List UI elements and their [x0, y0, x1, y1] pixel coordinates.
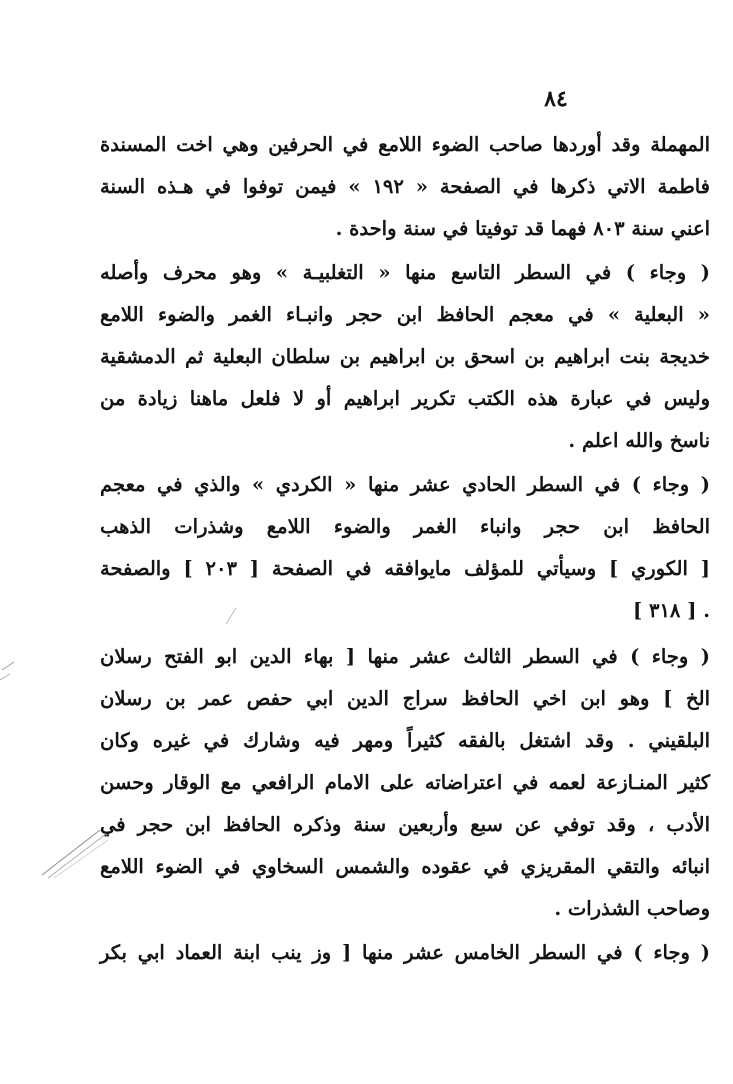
page-number: ٨٤	[544, 86, 568, 112]
text-line-6: خديجة بنت ابراهيم بن اسحق بن ابراهيم بن سلطان البعلية ثم الدمشقية	[100, 345, 710, 368]
text-line-9: ( وجاء ) في السطر الحادي عشر منها « الكردي » والذي في معجم	[100, 473, 710, 496]
text-line-20: ( وجاء ) في السطر الخامس عشر منها [ وز ينب ابنة العماد ابي بكر	[100, 941, 710, 964]
text-line-1: المهملة وقد أوردها صاحب الضوء اللامع في الحرفين وهي اخت المسندة	[100, 133, 710, 156]
text-line-18: انبائه والتقي المقريزي في عقوده والشمس السخاوي في الضوء اللامع	[100, 855, 710, 878]
text-line-2: فاطمة الاتي ذكرها في الصفحة « ١٩٢ » فيمن توفوا في هـذه السنة	[100, 175, 710, 198]
text-line-4: ( وجاء ) في السطر التاسع منها « التغلبيـة » وهو محرف وأصله	[100, 261, 710, 284]
text-line-17: الأدب ، وقد توفي عن سبع وأربعين سنة وذكره الحافظ ابن حجر في	[100, 813, 710, 836]
text-line-8: ناسخ والله اعلم .	[568, 429, 710, 452]
text-line-11: [ الكوري ] وسيأتي للمؤلف مايوافقه في الصفحة [ ٢٠٣ ] والصفحة	[100, 557, 710, 580]
text-line-12: [ ٣١٨ ] .	[632, 599, 710, 622]
text-line-15: البلقيني . وقد اشتغل بالفقه كثيراً ومهر فيه وشارك في غيره وكان	[100, 729, 710, 752]
text-line-14: الخ ] وهو ابن اخي الحافظ سراج الدين ابي حفص عمر بن رسلان	[100, 687, 710, 710]
text-line-5: « البعلية » في معجم الحافظ ابن حجر وانبـاء الغمر والضوء اللامع	[100, 303, 710, 326]
scan-mark-left	[0, 640, 40, 700]
text-line-7: وليس في عبارة هذه الكتب تكرير ابراهيم أو لا فلعل ماهنا زيادة من	[100, 387, 710, 410]
text-line-19: وصاحب الشذرات .	[554, 897, 710, 920]
text-line-3: اعني سنة ٨٠٣ فهما قد توفيتا في سنة واحدة .	[335, 217, 710, 240]
text-line-13: ( وجاء ) في السطر الثالث عشر منها [ بهاء الدين ابو الفتح رسلان	[100, 645, 710, 668]
text-line-16: كثير المنـازعة لعمه في اعتراضاته على الامام الرافعي مع الوقار وحسن	[100, 771, 710, 794]
text-line-10: الحافظ ابن حجر وانباء الغمر والضوء اللامع وشذرات الذهب	[100, 515, 710, 538]
